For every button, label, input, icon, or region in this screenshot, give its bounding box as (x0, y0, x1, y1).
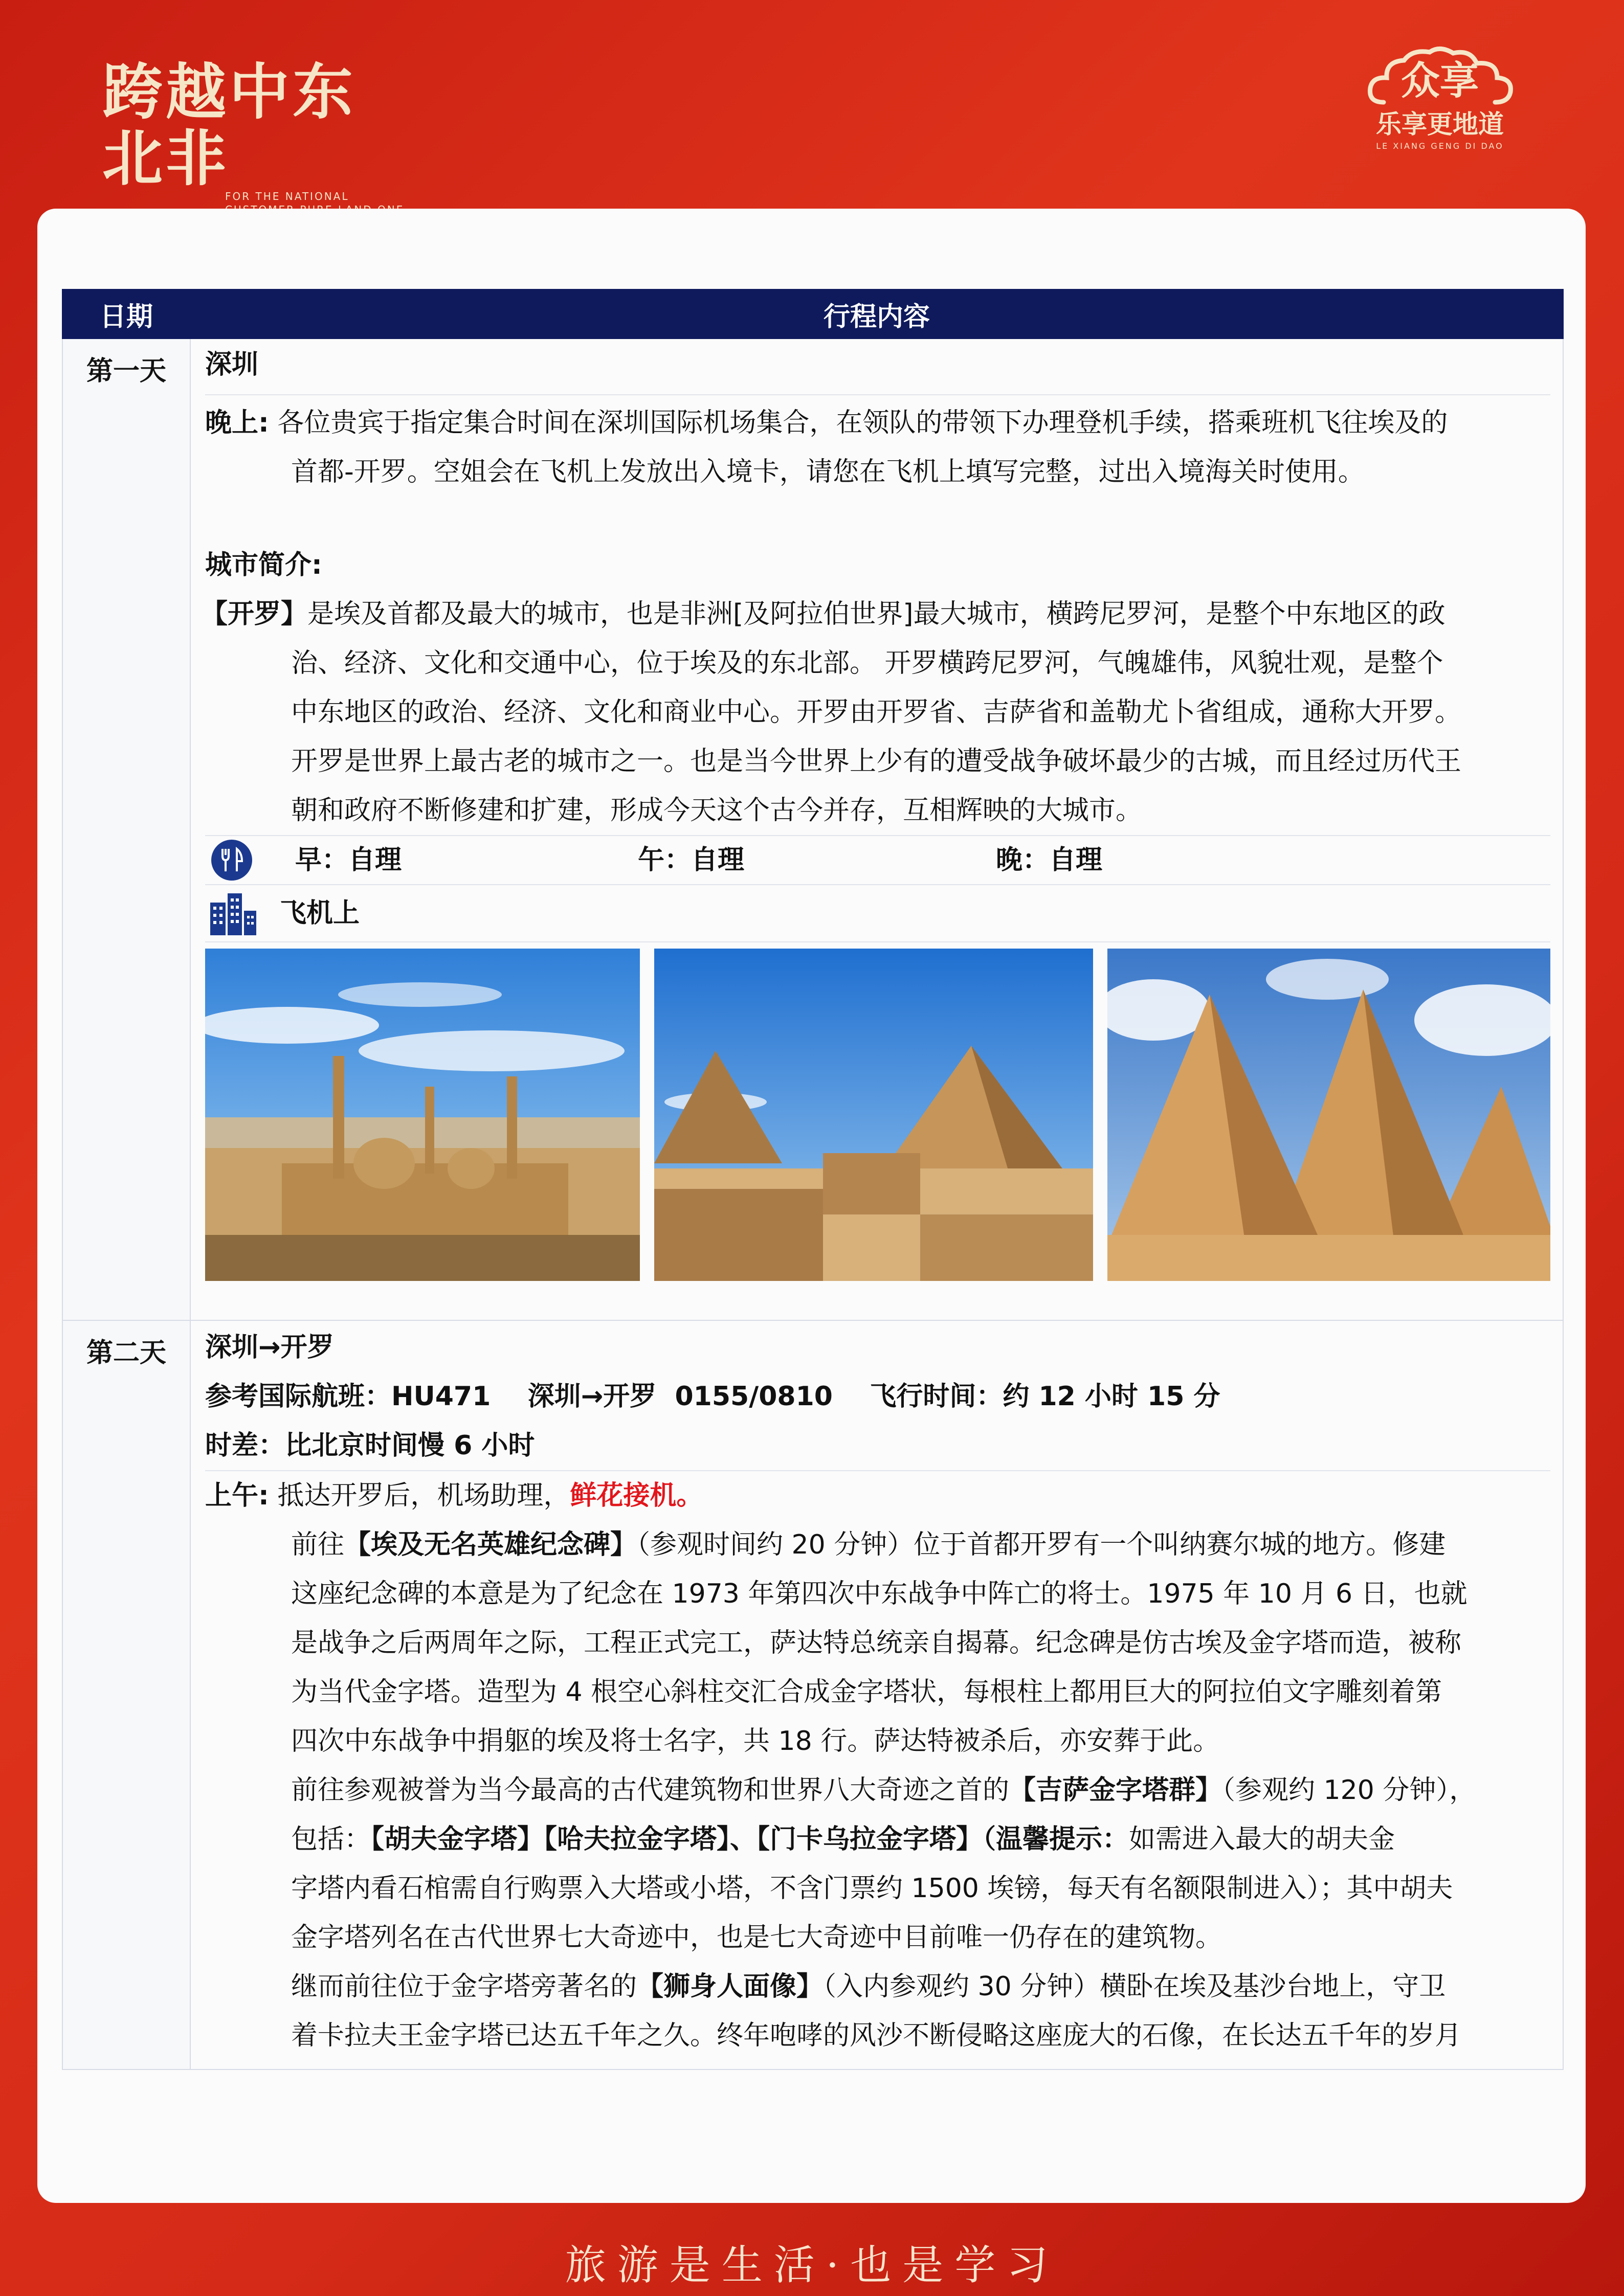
city-intro-line4: 开罗是世界上最古老的城市之一。也是当今世界上少有的遭受战争破坏最少的古城，而且经过历代王 (291, 746, 1462, 777)
city-intro-line2: 治、经济、文化和交通中心，位于埃及的东北部。 开罗横跨尼罗河，气魄雄伟，风貌壮观，是整个 (291, 648, 1443, 679)
day1-evening-line2: 首都-开罗。空姐会在飞机上发放出入境卡，请您在飞机上填写完整，过出入境海关时使用。 (291, 457, 1365, 487)
hotel-building-icon (207, 890, 258, 936)
giza-pyramids-photo (1107, 949, 1550, 1281)
day2-content (190, 1320, 1563, 2069)
memorial-line2: 这座纪念碑的本意是为了纪念在 1973 年第四次中东战争中阵亡的将士。1975 年 10 月 6 日，也就 (291, 1579, 1467, 1609)
memorial-line5: 四次中东战争中捐躯的埃及将士名字，共 18 行。萨达特被杀后，亦安葬于此。 (291, 1726, 1220, 1757)
brand-en-text: FOR THE NATIONAL (225, 190, 349, 202)
dinner: 晚：自理 (996, 845, 1103, 875)
day2-morning: 上午: 抵达开罗后，机场助理，鲜花接机。 (205, 1480, 703, 1511)
header-content: 行程内容 (190, 289, 1563, 339)
memorial-line3: 是战争之后两周年之际，工程正式完工，萨达特总统亲自揭幕。纪念碑是仿古埃及金字塔而造，被称 (291, 1628, 1462, 1658)
day1-city: 深圳 (205, 339, 1550, 395)
pyramids-line1: 前往参观被誉为当今最高的古代建筑物和世界八大奇迹之首的【吉萨金字塔群】（参观约 120 分钟）， (291, 1775, 1476, 1806)
day2-label: 第二天 (62, 1320, 190, 2069)
day2-timediff: 时差：比北京时间慢 6 小时 (205, 1421, 1550, 1471)
logo-pinyin: LE XIANG GENG DI DAO (1376, 141, 1504, 151)
logo-slogan: 乐享更地道 (1376, 109, 1504, 139)
brand-logo-right (1355, 46, 1524, 179)
meal-row (205, 835, 1550, 885)
city-intro-line1: 【开罗】是埃及首都及最大的城市，也是非洲[及阿拉伯世界]最大城市，横跨尼罗河，是整个中东地区的政 (201, 599, 1445, 629)
brand-logo-left (102, 56, 409, 202)
day1-content (190, 339, 1563, 1320)
day1-evening: 晚上: 各位贵宾于指定集合时间在深圳国际机场集合，在领队的带领下办理登机手续，搭乘班机飞往埃及的 (205, 408, 1448, 438)
memorial-line4: 为当代金字塔。造型为 4 根空心斜柱交汇合成金字塔状，每根柱上都用巨大的阿拉伯文字雕刻着第 (291, 1677, 1442, 1707)
pyramids-line3: 字塔内看石棺需自行购票入大塔或小塔，不含门票约 1500 埃镑，每天有名额限制进入）；其中胡夫 (291, 1873, 1453, 1904)
pyramids-line4: 金字塔列名在古代世界七大奇迹中，也是七大奇迹中目前唯一仍存在的建筑物。 (291, 1922, 1222, 1953)
hotel-name: 飞机上 (280, 898, 360, 929)
breakfast: 早：自理 (295, 845, 402, 875)
day2-flight: 参考国际航班：HU471 深圳→开罗 0155/0810 飞行时间：约 12 小时 15 分 (205, 1381, 1220, 1412)
logo-name: 众享 (1401, 58, 1479, 103)
sphinx-line1: 继而前往位于金字塔旁著名的【狮身人面像】（入内参观约 30 分钟）横卧在埃及基沙台地上，守卫 (291, 1971, 1446, 2002)
city-intro-title: 城市简介: (205, 550, 322, 580)
itinerary-card (37, 209, 1586, 2203)
sphinx-pyramids-photo (654, 949, 1093, 1281)
city-intro-line3: 中东地区的政治、经济、文化和商业中心。开罗由开罗省、吉萨省和盖勒尤卜省组成，通称大开罗。 (291, 697, 1462, 728)
memorial-line1: 前往【埃及无名英雄纪念碑】（参观时间约 20 分钟）位于首都开罗有一个叫纳赛尔城的地方。修建 (291, 1529, 1446, 1560)
brand-title: 跨越中东北非 (102, 56, 357, 194)
cairo-mosque-photo (205, 949, 640, 1281)
photo-strip (205, 942, 1550, 1290)
hotel-row (205, 885, 1550, 942)
header-date: 日期 (62, 289, 190, 339)
footer-slogan: 旅游是生活·也是学习 (565, 2241, 1059, 2289)
lunch: 午：自理 (638, 845, 745, 875)
utensils-icon (211, 840, 252, 881)
pyramids-line2: 包括：【胡夫金字塔】【哈夫拉金字塔】、【门卡乌拉金字塔】（温馨提示：如需进入最大的胡夫金 (291, 1824, 1395, 1855)
sphinx-line2: 着卡拉夫王金字塔已达五千年之久。终年咆哮的风沙不断侵略这座庞大的石像，在长达五千年的岁月 (291, 2020, 1462, 2051)
day1-label: 第一天 (62, 339, 190, 1320)
city-intro-line5: 朝和政府不断修建和扩建，形成今天这个古今并存，互相辉映的大城市。 (291, 795, 1143, 826)
itinerary-table (62, 289, 1564, 2070)
day2-route: 深圳→开罗 (205, 1332, 334, 1363)
